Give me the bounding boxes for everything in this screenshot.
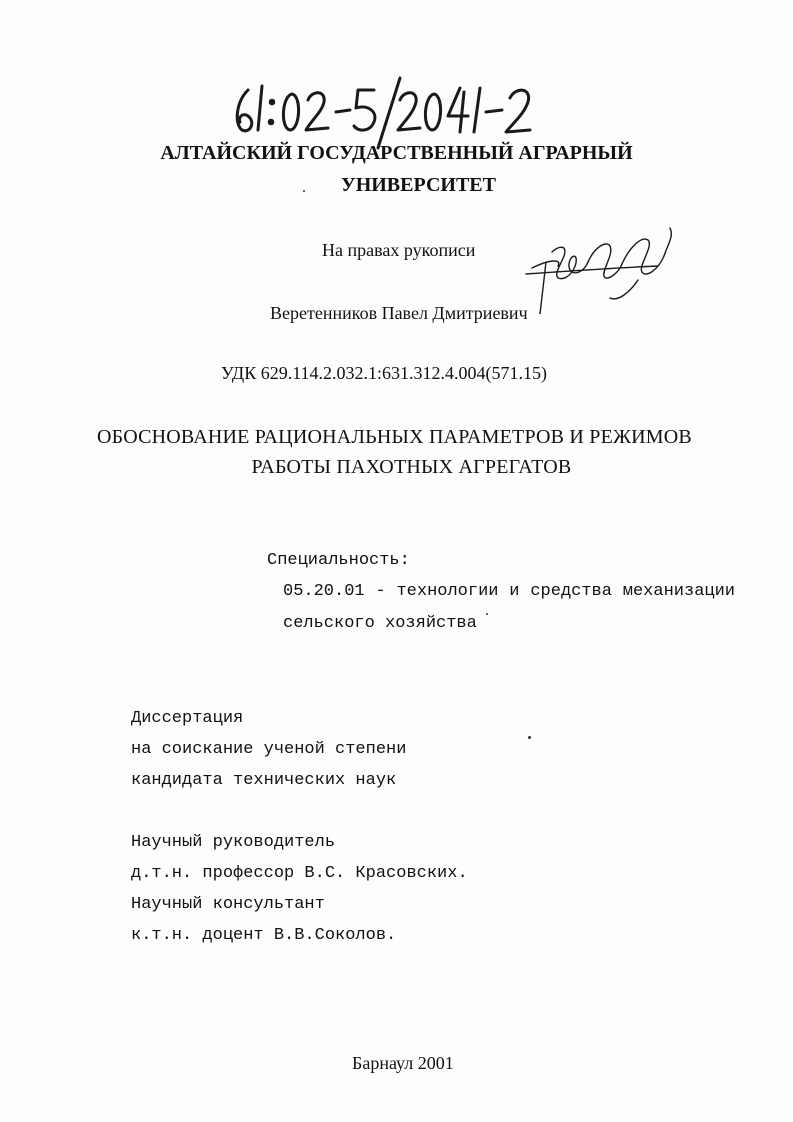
dissertation-line3: кандидата технических наук [131,771,397,790]
scan-speck [303,190,305,192]
university-name-line1: АЛТАЙСКИЙ ГОСУДАРСТВЕННЫЙ АГРАРНЫЙ [160,142,633,164]
supervisor-label: Научный руководитель [131,833,336,852]
thesis-title-line2: РАБОТЫ ПАХОТНЫХ АГРЕГАТОВ [251,456,572,478]
dissertation-line2: на соискание ученой степени [131,740,407,759]
place-and-year: Барнаул 2001 [352,1053,454,1073]
author-name: Веретенников Павел Дмитриевич [270,303,528,323]
university-name-line2: УНИВЕРСИТЕТ [341,174,496,196]
dissertation-line1: Диссертация [131,709,244,728]
thesis-title-line1: ОБОСНОВАНИЕ РАЦИОНАЛЬНЫХ ПАРАМЕТРОВ И РЕЖИМОВ [97,426,692,448]
specialty-label: Специальность: [267,551,410,570]
specialty-code-line: 05.20.01 - технологии и средства механизации [283,582,735,601]
handwritten-archive-number [228,72,548,152]
scan-speck [528,736,531,739]
manuscript-note: На правах рукописи [322,240,476,260]
consultant-name: к.т.н. доцент В.В.Соколов. [131,926,397,945]
udc-code: УДК 629.114.2.032.1:631.312.4.004(571.15) [221,363,548,383]
scan-speck [486,613,488,615]
specialty-line2: сельского хозяйства [283,614,477,633]
supervisor-name: д.т.н. профессор В.С. Красовских. [131,864,468,883]
consultant-label: Научный консультант [131,895,325,914]
author-signature [518,222,678,314]
